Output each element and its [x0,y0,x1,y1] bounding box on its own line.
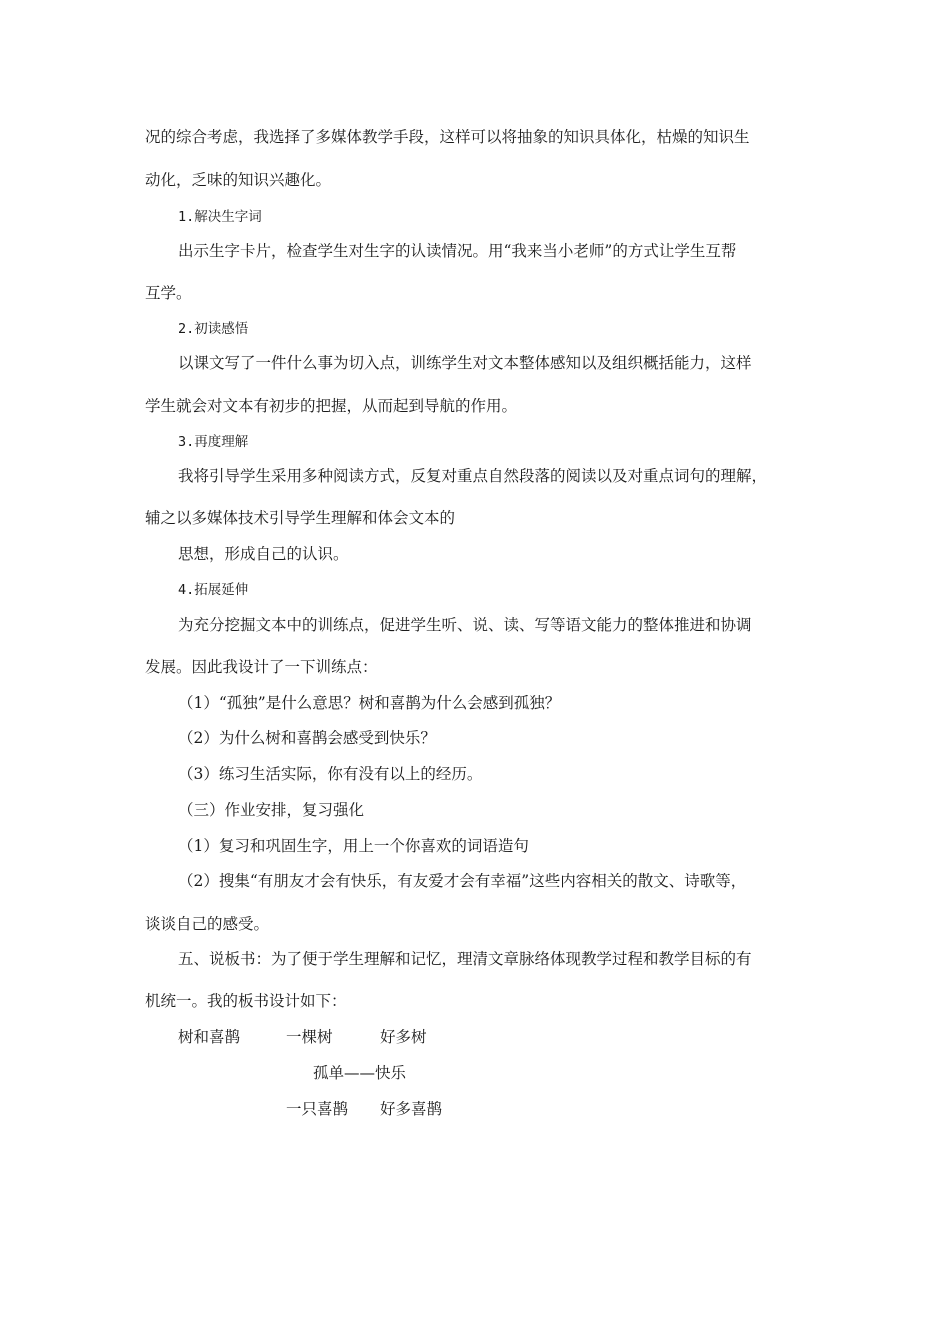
paragraph-line: 五、说板书：为了便于学生理解和记忆，理清文章脉络体现教学过程和教学目标的有 [178,950,752,968]
paragraph-line: 为充分挖掘文本中的训练点，促进学生听、说、读、写等语文能力的整体推进和协调 [178,616,752,634]
list-item: （3）练习生活实际，你有没有以上的经历。 [178,765,483,783]
paragraph-line: 出示生字卡片，检查学生对生字的认读情况。用“我来当小老师”的方式让学生互帮 [178,242,737,260]
list-item: （2）搜集“有朋友才会有快乐，有友爱才会有幸福”这些内容相关的散文、诗歌等， [178,872,747,890]
paragraph-line: 谈谈自己的感受。 [145,915,270,933]
board-one-magpie: 一只喜鹊 [286,1100,349,1118]
section-heading: （三）作业安排，复习强化 [178,801,365,819]
board-one-tree: 一棵树 [286,1028,333,1046]
board-title: 树和喜鹊 [178,1028,241,1046]
section-heading: 4.拓展延伸 [178,582,249,598]
list-item: （2）为什么树和喜鹊会感受到快乐？ [178,729,436,747]
paragraph-line: 学生就会对文本有初步的把握，从而起到导航的作用。 [145,397,518,415]
list-item: （1）“孤独”是什么意思？树和喜鹊为什么会感到孤独？ [178,694,561,712]
section-heading: 1.解决生字词 [178,209,262,225]
paragraph-line: 思想，形成自己的认识。 [178,545,349,563]
section-heading: 2.初读感悟 [178,321,249,337]
paragraph-line: 我将引导学生采用多种阅读方式，反复对重点自然段落的阅读以及对重点词句的理解， [178,467,768,485]
paragraph-line: 以课文写了一件什么事为切入点，训练学生对文本整体感知以及组织概括能力，这样 [178,354,752,372]
paragraph-line: 况的综合考虑，我选择了多媒体教学手段，这样可以将抽象的知识具体化，枯燥的知识生 [145,128,750,146]
paragraph-line: 发展。因此我设计了一下训练点： [145,658,378,676]
board-many-magpies: 好多喜鹊 [380,1100,443,1118]
list-item: （1）复习和巩固生字，用上一个你喜欢的词语造句 [178,837,529,855]
paragraph-line: 互学。 [145,284,192,302]
board-many-trees: 好多树 [380,1028,427,1046]
paragraph-line: 辅之以多媒体技术引导学生理解和体会文本的 [145,509,456,527]
section-heading: 3.再度理解 [178,434,249,450]
paragraph-line: 机统一。我的板书设计如下： [145,992,347,1010]
board-center: 孤单——快乐 [313,1064,407,1082]
paragraph-line: 动化，乏味的知识兴趣化。 [145,171,332,189]
